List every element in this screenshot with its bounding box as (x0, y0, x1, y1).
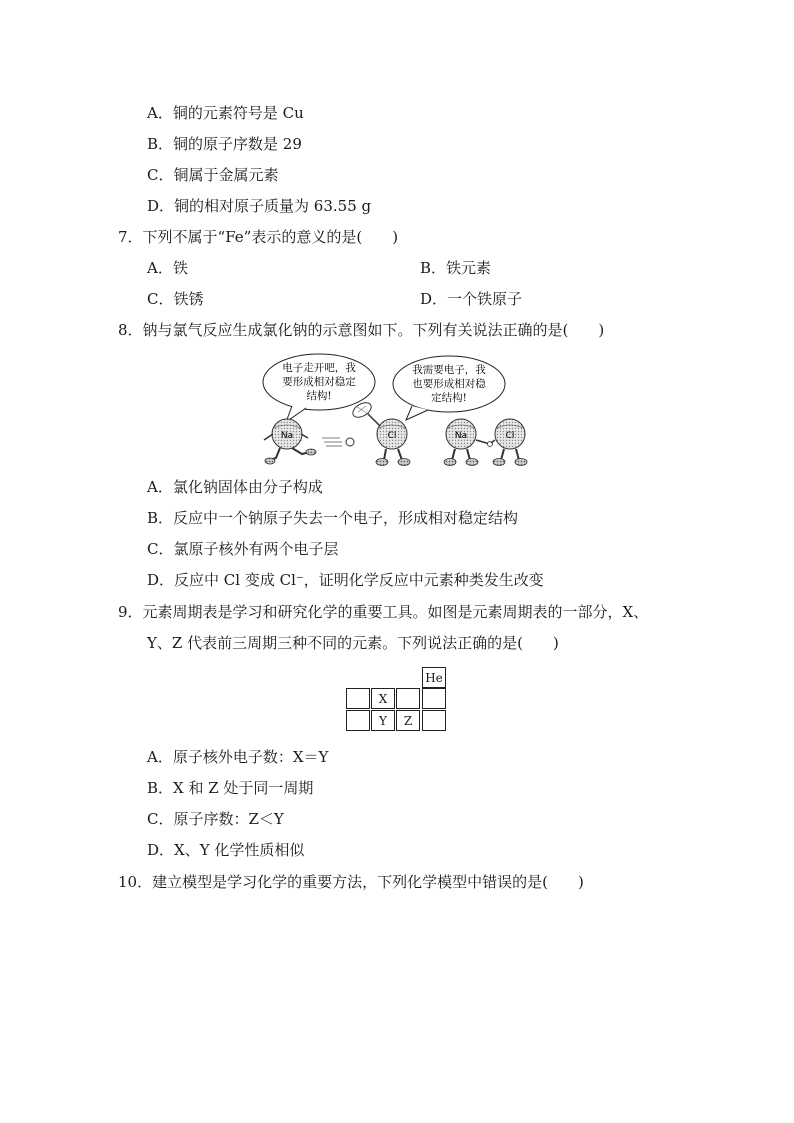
q9-option-b: B．X 和 Z 处于同一周期 (147, 779, 314, 797)
q8-option-b: B．反应中一个钠原子失去一个电子，形成相对稳定结构 (147, 509, 519, 527)
chloride-ion-character (491, 419, 527, 466)
bubble-right-line-3: 定结构! (431, 392, 467, 404)
q10-stem: 10．建立模型是学习化学的重要方法，下列化学模型中错误的是( ) (118, 873, 584, 891)
q7-option-c: C．铁锈 (147, 290, 204, 308)
atom-label-cl-2: Cl (505, 431, 515, 441)
q6-option-d: D．铜的相对原子质量为 63.55 g (147, 197, 372, 215)
q7-option-d: D．一个铁原子 (420, 290, 523, 308)
q8-option-c: C．氯原子核外有两个电子层 (147, 540, 339, 558)
q7-stem: 7．下列不属于“Fe”表示的意义的是( ) (118, 228, 399, 246)
q9-stem-line-2: Y、Z 代表前三周期三种不同的元素。下列说法正确的是( ) (147, 634, 559, 652)
q8-stem: 8．钠与氯气反应生成氯化钠的示意图如下。下列有关说法正确的是( ) (118, 321, 605, 339)
atom-label-na-1: Na (280, 431, 294, 441)
periodic-table-fragment (346, 667, 448, 733)
bubble-left-line-2: 要形成相对稳定 (282, 376, 356, 388)
q9-option-a: A．原子核外电子数：X＝Y (147, 748, 329, 766)
cell-empty (346, 688, 370, 709)
sodium-ion-character (444, 419, 493, 466)
atom-label-na-2: Na (454, 431, 468, 441)
q6-option-a: A．铜的元素符号是 Cu (147, 104, 304, 122)
q9-option-d: D．X、Y 化学性质相似 (147, 841, 305, 859)
cell-z: Z (396, 710, 420, 731)
sodium-atom-character (264, 419, 316, 464)
q7-option-b: B．铁元素 (420, 259, 492, 277)
q8-option-a: A．氯化钠固体由分子构成 (147, 478, 323, 496)
bubble-right-line-1: 我需要电子，我 (412, 364, 486, 376)
sodium-chlorine-illustration (262, 352, 532, 470)
q9-option-c: C．原子序数：Z＜Y (147, 810, 284, 828)
chlorine-atom-character (350, 400, 410, 466)
cell-empty (346, 710, 370, 731)
atom-label-cl-1: Cl (387, 431, 397, 441)
q9-stem-line-1: 9．元素周期表是学习和研究化学的重要工具。如图是元素周期表的一部分，X、 (118, 603, 649, 621)
q6-option-c: C．铜属于金属元素 (147, 166, 279, 184)
cell-y: Y (371, 710, 395, 731)
bubble-left-line-3: 结构! (306, 390, 332, 402)
right-speech-bubble (393, 356, 505, 420)
cell-empty (422, 688, 446, 709)
electron-ball (322, 438, 354, 446)
cell-he: He (422, 667, 446, 688)
q8-option-d: D．反应中 Cl 变成 Cl⁻，证明化学反应中元素种类发生改变 (147, 571, 544, 589)
q7-option-a: A．铁 (147, 259, 188, 277)
bubble-left-line-1: 电子走开吧，我 (282, 362, 356, 374)
cell-empty (396, 688, 420, 709)
cell-empty (422, 710, 446, 731)
q6-option-b: B．铜的原子序数是 29 (147, 135, 302, 153)
bubble-right-line-2: 也要形成相对稳 (412, 378, 486, 390)
cell-x: X (371, 688, 395, 709)
